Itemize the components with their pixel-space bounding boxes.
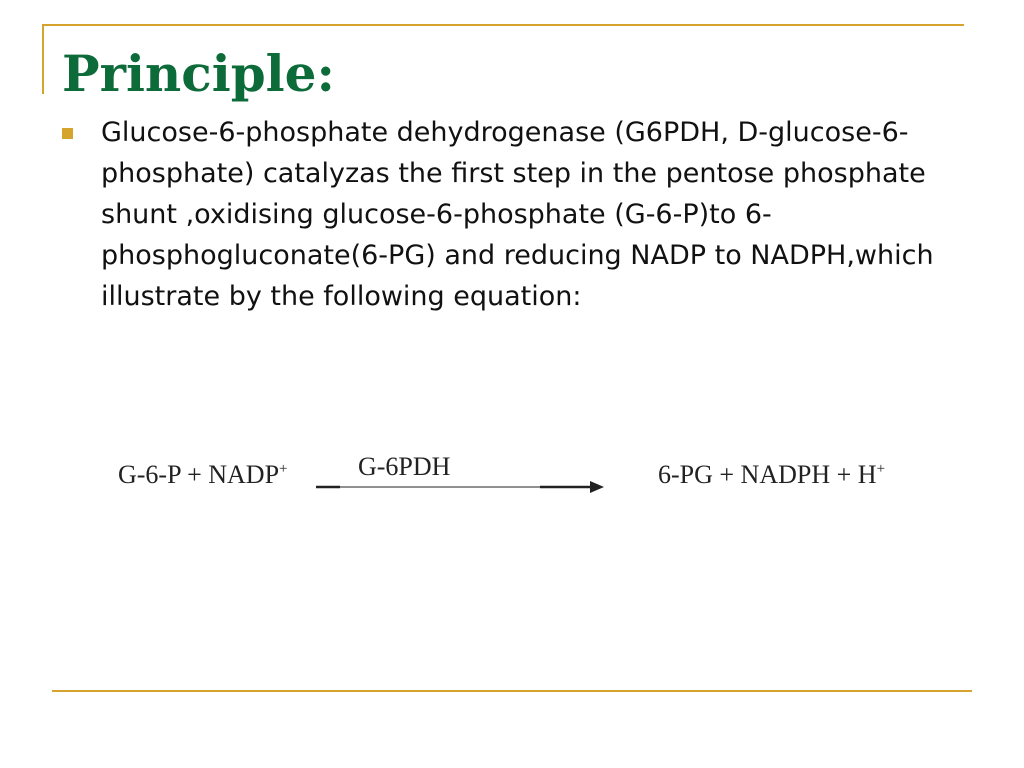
reaction-equation <box>112 446 942 506</box>
arrow-head-icon <box>590 481 604 493</box>
hydrogen-charge: + <box>876 461 886 477</box>
reactants-text: G-6-P + NADP <box>118 460 280 489</box>
equation-products <box>658 460 885 490</box>
slide-title: Principle: <box>62 44 335 103</box>
bottom-border-line <box>52 690 972 692</box>
products-text: 6-PG + NADPH + H <box>658 460 877 489</box>
top-border-line <box>42 24 964 26</box>
bullet-text: Glucose-6-phosphate dehydrogenase (G6PDH, D-glucose-6-phosphate) catalyzas the first step in the pentose phosphate shunt ,oxidising glucose-6-phosphate (G-6-P)to 6-phosphogluconate(6-PG) and reducing NADP to NADPH,which illustrate by the following equation: <box>101 117 934 312</box>
nadp-charge: + <box>279 461 288 477</box>
equation-reactants <box>118 460 288 490</box>
square-bullet-icon <box>62 128 73 139</box>
left-border-line <box>42 24 44 94</box>
enzyme-label: G-6PDH <box>358 452 451 481</box>
